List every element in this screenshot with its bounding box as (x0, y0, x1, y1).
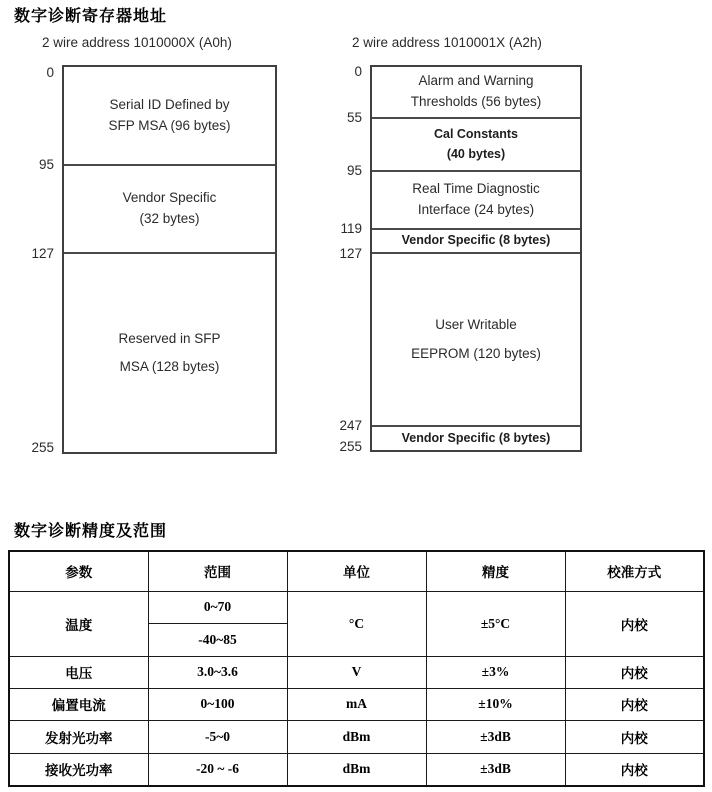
region-text-line: Thresholds (56 bytes) (410, 94, 542, 109)
region-text-line: Interface (24 bytes) (417, 202, 535, 217)
cell-temperature-calibration: 内校 (565, 591, 704, 656)
cell-rx-power-accuracy: ±3dB (426, 753, 565, 786)
memory-map-a0h-box (62, 65, 277, 454)
memory-region-vendor-specific-32 (64, 164, 275, 252)
memory-map-a2h-header: 2 wire address 1010001X (A2h) (352, 35, 542, 50)
cell-voltage-accuracy: ±3% (426, 656, 565, 688)
memory-region-alarm-thresholds (372, 67, 580, 117)
address-label-127: 127 (31, 246, 54, 261)
cell-temperature-param: 温度 (9, 591, 148, 656)
address-label-55: 55 (346, 110, 362, 125)
region-text-line: User Writable (435, 317, 517, 333)
cell-temperature-unit: °C (287, 591, 426, 656)
cell-rx-power-param: 接收光功率 (9, 753, 148, 786)
section-title-accuracy-range: 数字诊断精度及范围 (14, 523, 168, 540)
cell-bias-current-calibration: 内校 (565, 688, 704, 720)
region-text-line: Real Time Diagnostic (412, 181, 540, 197)
memory-region-vendor-specific-8-upper (372, 228, 580, 252)
cell-voltage-calibration: 内校 (565, 656, 704, 688)
header-parameter: 参数 (9, 551, 148, 591)
memory-region-serial-id (64, 67, 275, 164)
region-text-line: Vendor Specific (8 bytes) (401, 430, 551, 445)
address-label-119: 119 (340, 221, 362, 236)
memory-region-cal-constants (372, 117, 580, 170)
region-text-line: MSA (128 bytes) (119, 359, 220, 374)
memory-region-vendor-specific-8-lower (372, 425, 580, 450)
cell-tx-power-accuracy: ±3dB (426, 720, 565, 753)
table-header-row (9, 551, 704, 591)
memory-region-real-time-diagnostic (372, 170, 580, 228)
cell-rx-power-calibration: 内校 (565, 753, 704, 786)
cell-bias-current-param: 偏置电流 (9, 688, 148, 720)
memory-map-a0h-header: 2 wire address 1010000X (A0h) (42, 35, 232, 50)
region-text-line: (32 bytes) (139, 211, 200, 226)
cell-bias-current-range: 0~100 (148, 688, 287, 720)
address-label-0: 0 (46, 65, 54, 80)
cell-temperature-accuracy: ±5°C (426, 591, 565, 656)
cell-bias-current-unit: mA (287, 688, 426, 720)
cell-tx-power-unit: dBm (287, 720, 426, 753)
region-text-line: Vendor Specific (8 bytes) (401, 233, 551, 248)
address-label-95: 95 (38, 157, 54, 172)
header-unit: 单位 (287, 551, 426, 591)
header-calibration: 校准方式 (565, 551, 704, 591)
address-label-255: 255 (339, 439, 362, 454)
region-text-line: Reserved in SFP (118, 330, 221, 346)
region-text-line: SFP MSA (96 bytes) (108, 117, 231, 133)
cell-bias-current-accuracy: ±10% (426, 688, 565, 720)
cell-temperature-range-2: -40~85 (148, 623, 287, 656)
address-label-127: 127 (339, 246, 362, 261)
cell-voltage-param: 电压 (9, 656, 148, 688)
region-text-line: (40 bytes) (446, 146, 506, 161)
memory-map-a2h-box (370, 65, 582, 452)
table-row (9, 720, 704, 753)
memory-region-reserved (64, 252, 275, 452)
memory-map-a0h (0, 35, 292, 460)
cell-tx-power-param: 发射光功率 (9, 720, 148, 753)
table-row (9, 753, 704, 786)
region-text-line: Cal Constants (433, 127, 519, 142)
header-range: 范围 (148, 551, 287, 591)
region-text-line: Alarm and Warning (418, 73, 534, 89)
cell-temperature-range-1: 0~70 (148, 591, 287, 623)
address-label-0: 0 (354, 64, 362, 79)
cell-rx-power-range: -20 ~ -6 (148, 753, 287, 786)
cell-tx-power-calibration: 内校 (565, 720, 704, 753)
cell-rx-power-unit: dBm (287, 753, 426, 786)
region-text-line: EEPROM (120 bytes) (411, 345, 541, 361)
diagnostic-accuracy-table (8, 550, 705, 787)
region-text-line: Serial ID Defined by (109, 96, 230, 112)
section-title-register-address: 数字诊断寄存器地址 (14, 8, 168, 25)
address-label-247: 247 (339, 418, 362, 433)
cell-tx-power-range: -5~0 (148, 720, 287, 753)
cell-voltage-range: 3.0~3.6 (148, 656, 287, 688)
table-row (9, 656, 704, 688)
cell-voltage-unit: V (287, 656, 426, 688)
memory-region-user-writable-eeprom (372, 252, 580, 425)
table-row (9, 688, 704, 720)
region-text-line: Vendor Specific (122, 190, 217, 206)
address-label-255: 255 (31, 440, 54, 455)
header-accuracy: 精度 (426, 551, 565, 591)
table-row (9, 591, 704, 623)
memory-map-a2h (310, 35, 602, 460)
address-label-95: 95 (346, 163, 362, 178)
